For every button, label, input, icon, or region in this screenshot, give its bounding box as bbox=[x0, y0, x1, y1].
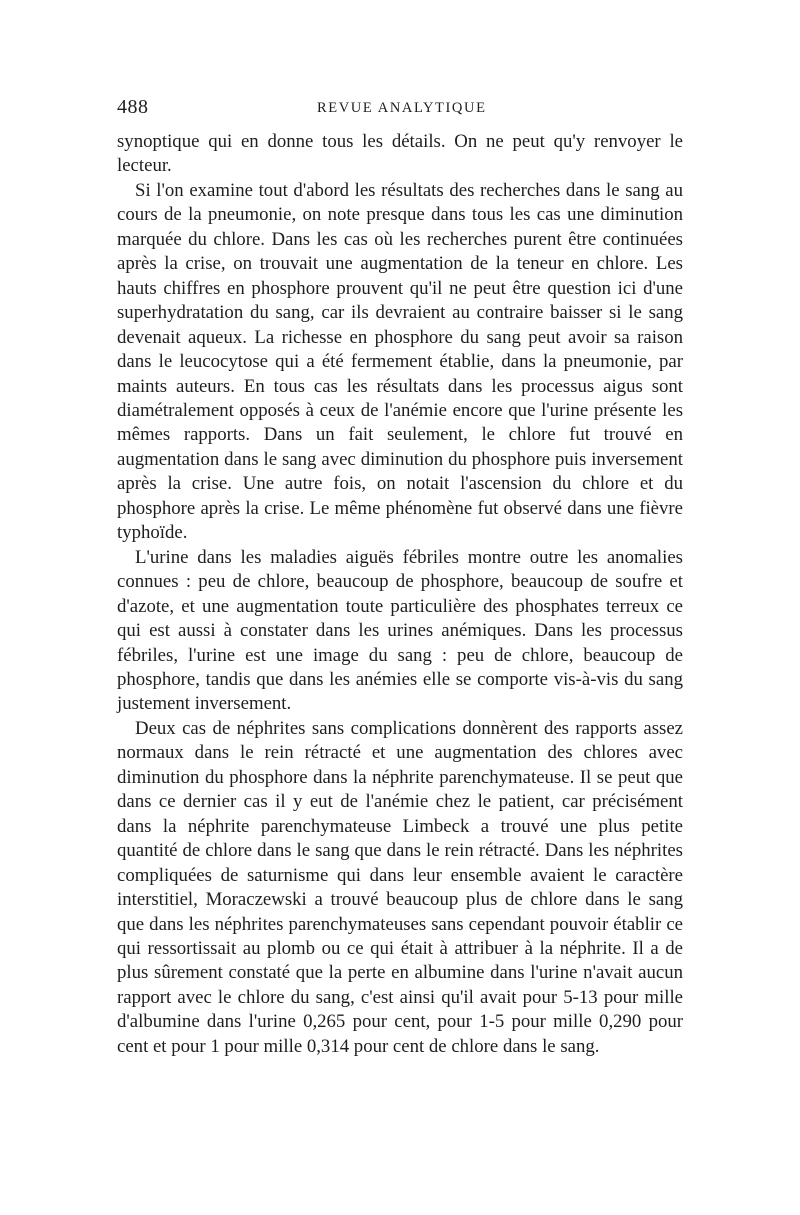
running-header bbox=[117, 96, 683, 124]
page-number: 488 bbox=[117, 96, 149, 118]
paragraph-continuation: synoptique qui en donne tous les détails. On ne peut qu'y renvoyer le lecteur. bbox=[117, 131, 683, 177]
paragraph-nephritis: Deux cas de néphrites sans complications donnèrent des rapports assez normaux dans le rein rétracté et une augmentation des chlores avec diminution du phosphore dans la néphrite parenchymateuse. Il se peut que dans ce dernier cas il y eut de l'anémie chez le patient, car précisément dans la néphrite parenchymateuse Limbeck a trouvé une plus petite quantité de chlore dans le sang que dans le rein rétracté. Dans les néphrites compliquées de saturnisme qui dans leur ensemble avaient le caractère interstitiel, Moraczewski a trouvé beaucoup plus de chlore dans le sang que dans les néphrites parenchymateuses sans cependant pouvoir établir ce qui ressortissait au plomb ou ce qui était à attribuer à la néphrite. Il a de plus sûrement constaté que la perte en albumine dans l'urine n'avait aucun rapport avec le chlore du sang, c'est ainsi qu'il avait pour 5-13 pour mille d'albumine dans l'urine 0,265 pour cent, pour 1-5 pour mille 0,290 pour cent et pour 1 pour mille 0,314 pour cent de chlore dans le sang. bbox=[117, 717, 683, 1057]
paragraph-urine-febrile: L'urine dans les maladies aiguës fébriles montre outre les anomalies connues : peu de chlore, beaucoup de phosphore, beaucoup de soufre et d'azote, et une augmentation toute particulière des phosphates terreux ce qui est aussi à constater dans les urines anémiques. Dans les processus fébriles, l'urine est une image du sang : peu de chlore, beaucoup de phosphore, tandis que dans les anémies elle se comporte vis-à-vis du sang justement inversement. bbox=[117, 546, 683, 715]
body-text bbox=[117, 130, 683, 1059]
running-title: REVUE ANALYTIQUE bbox=[317, 100, 487, 116]
paragraph-pneumonia-blood: Si l'on examine tout d'abord les résultats des recherches dans le sang au cours de la pneumonie, on note presque dans tous les cas une diminution marquée du chlore. Dans les cas où les recherches purent être continuées après la crise, on trouvait une augmentation de la teneur en chlore. Les hauts chiffres en phosphore prouvent qu'il ne peut être question ici d'une superhydratation du sang, car ils devraient au contraire baisser si le sang devenait aqueux. La richesse en phosphore du sang peut avoir sa raison dans le leucocytose qui a été fermement établie, dans la pneumonie, par maints auteurs. En tous cas les résultats dans les processus aigus sont diamétralement opposés à ceux de l'anémie encore que l'urine présente les mêmes rapports. Dans un fait seulement, le chlore fut trouvé en augmentation dans le sang avec diminution du phosphore puis inversement après la crise. Une autre fois, on notait l'ascension du chlore et du phosphore après la crise. Le même phénomène fut observé dans une fièvre typhoïde. bbox=[117, 179, 683, 544]
